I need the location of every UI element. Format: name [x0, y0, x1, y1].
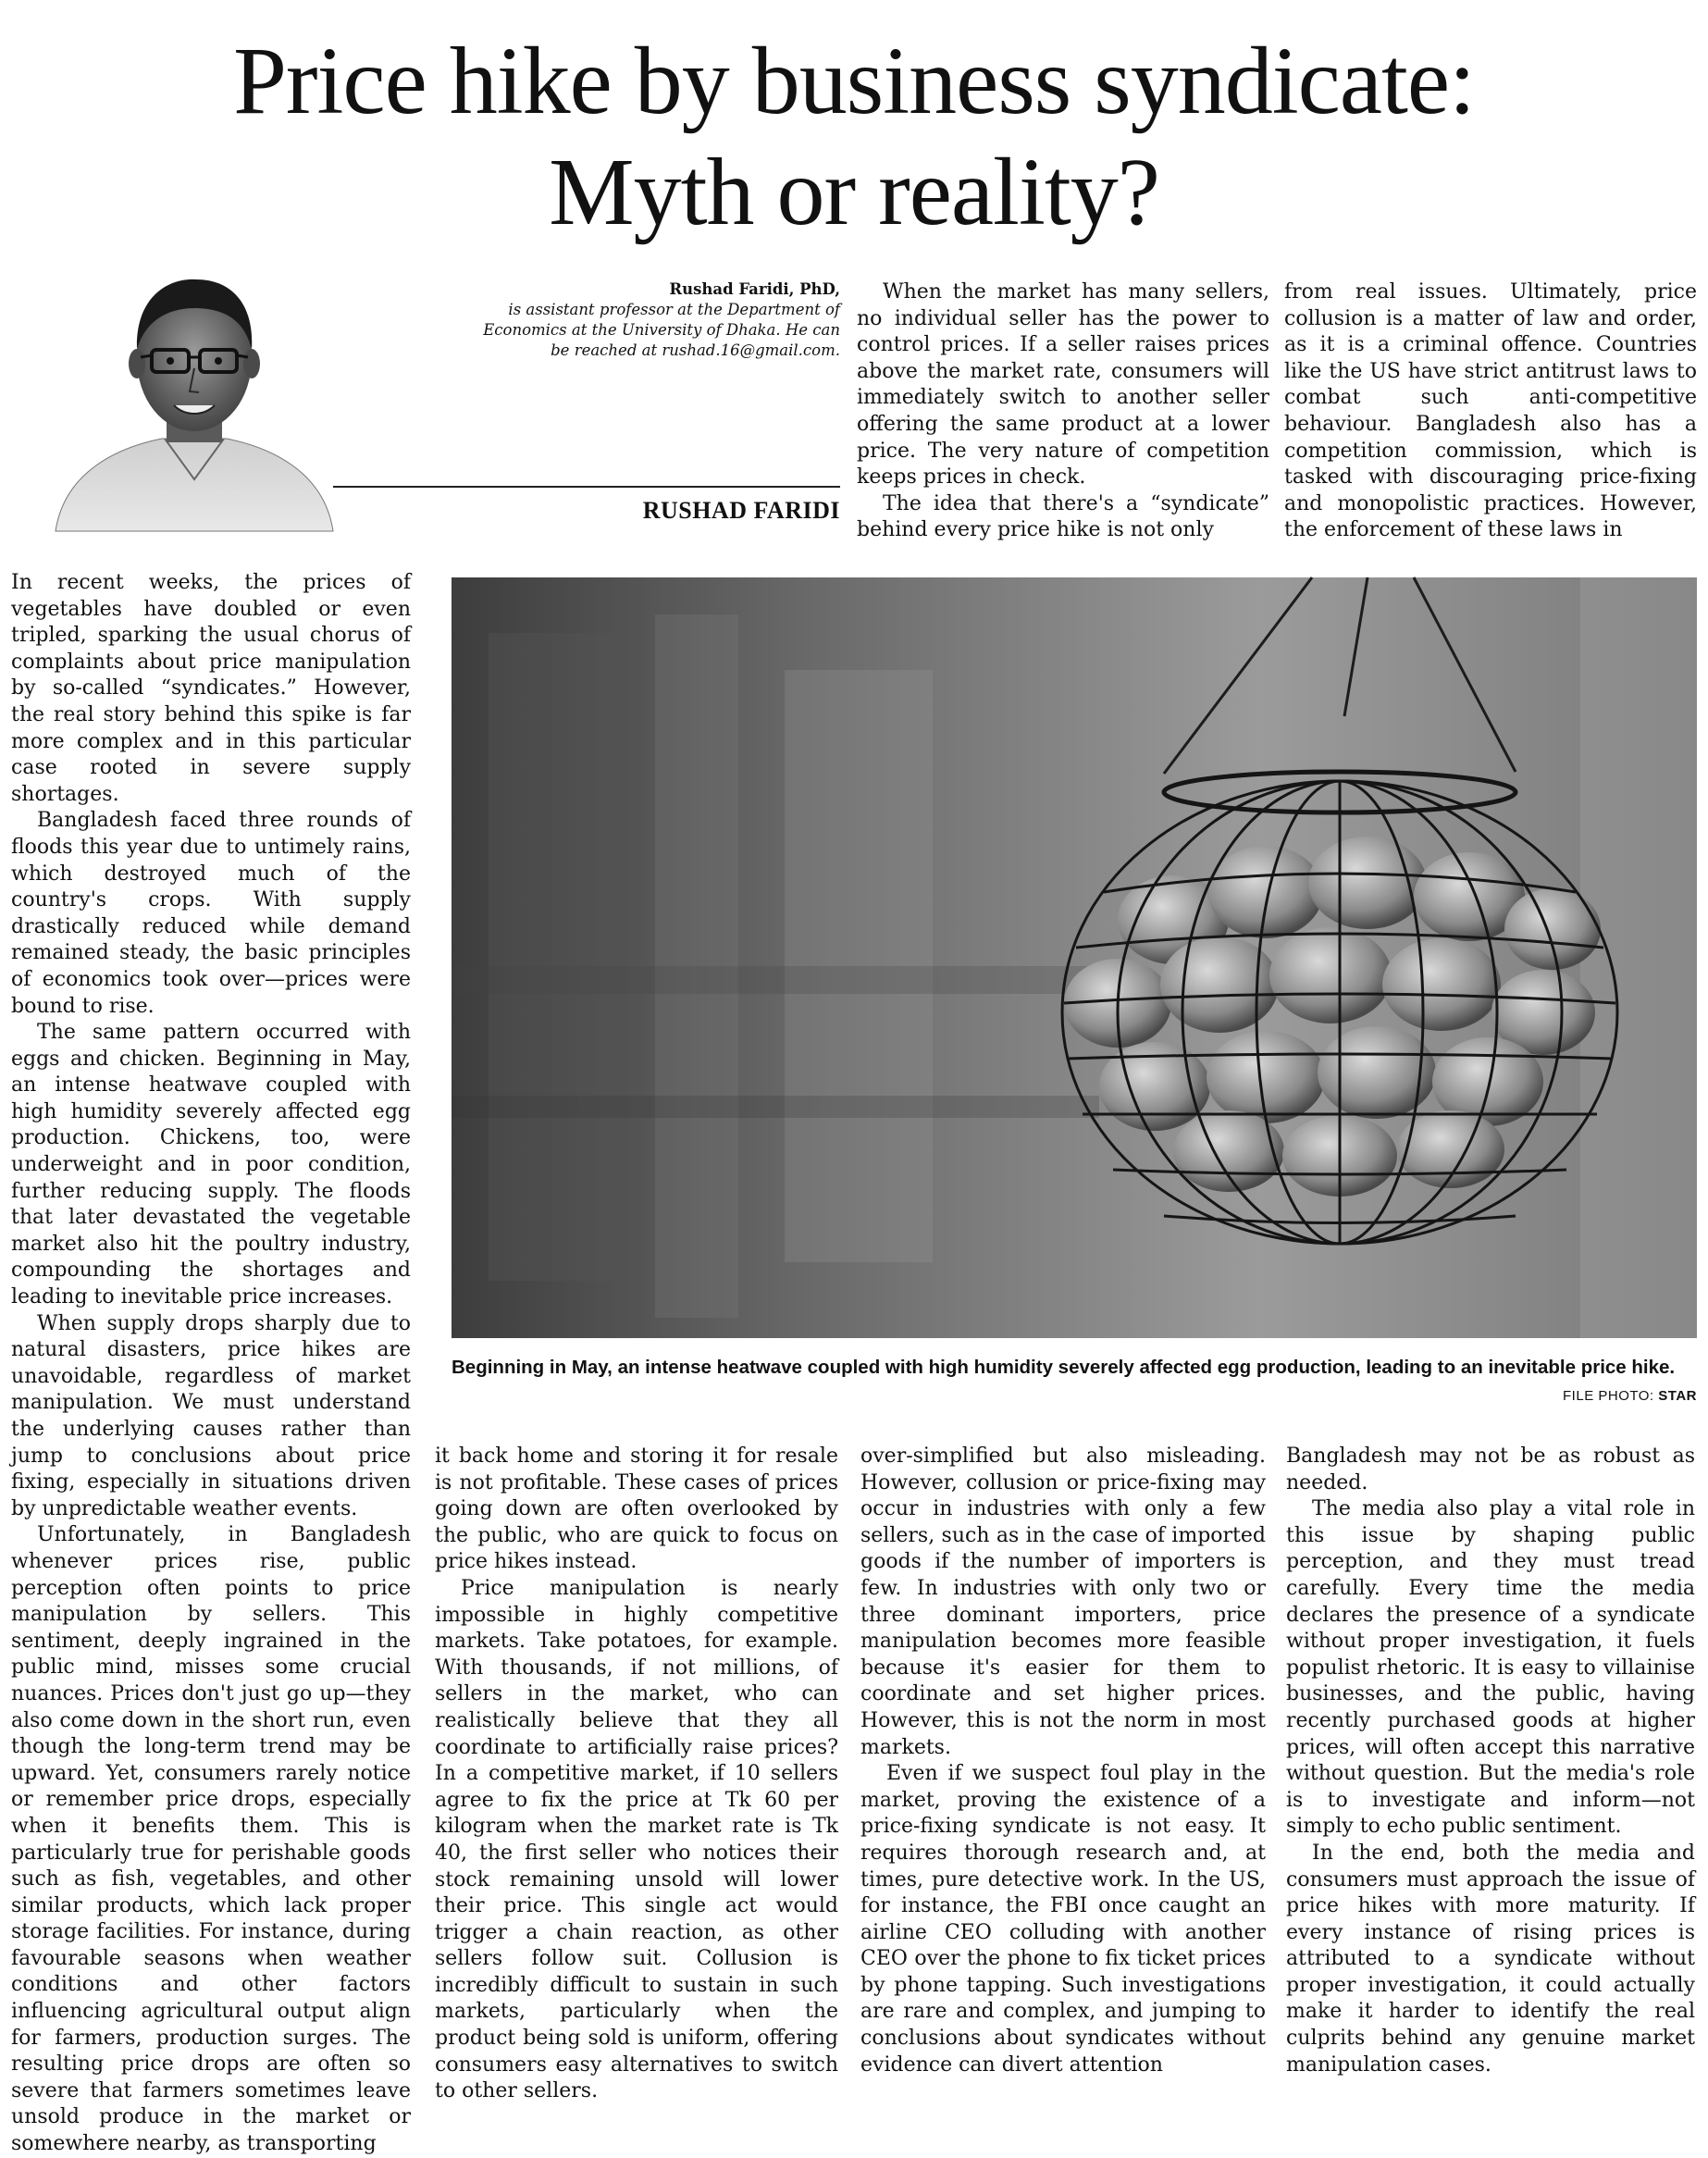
author-portrait: [56, 257, 333, 531]
paragraph: Bangladesh faced three rounds of floods this year due to untimely rains, which destroyed much of the country's crops. With supply drastically reduced while demand remained steady, the basic principles of economics took over—prices were bound to rise.: [11, 809, 411, 1018]
paragraph: over-simplified but also misleading. However, collusion or price-fixing may occur in industries with only a few sellers, such as in the case of imported goods if the number of importers is few. In industries with only two or three dominant importers, price manipulation becomes more feasible because it's easier for them to coordinate and set higher prices. However, this is not the norm in most markets.: [860, 1445, 1266, 1759]
headline: [0, 26, 1708, 248]
paragraph: The idea that there's a “syndicate” behind every price hike is not only: [857, 491, 1269, 542]
column-bottom-1: [435, 1444, 838, 2103]
column-left: [11, 570, 411, 2156]
paragraph: When supply drops sharply due to natural disasters, price hikes are unavoidable, regardless of market manipulation. We must understand the underlying causes rather than jump to conclusions about price fixing, especially in situations driven by unpredictable weather events.: [11, 1311, 411, 1520]
author-portrait-icon: [56, 257, 333, 531]
headline-line-1: Price hike by business syndicate:: [233, 28, 1475, 134]
paragraph: Bangladesh may not be as robust as needed.: [1286, 1445, 1695, 1494]
photo-credit-source: STAR: [1658, 1388, 1697, 1404]
paragraph: it back home and storing it for resale is not profitable. These cases of prices going down are often overlooked by the public, who are quick to focus on price hikes instead.: [435, 1445, 838, 1574]
column-top-b: [1284, 279, 1697, 544]
paragraph: In the end, both the media and consumers must approach the issue of price hikes with more maturity. If every instance of rising prices is attributed to a syndicate without proper investigation, it could actually make it harder to identify the real culprits behind any genuine market manipulation cases.: [1286, 1841, 1695, 2077]
column-top-a: [857, 279, 1269, 544]
paragraph: Even if we suspect foul play in the market, proving the existence of a price-fixing syndicate is not easy. It requires thorough research and, at times, pure detective work. In the US, for instance, the FBI once caught an airline CEO colluding with another CEO over the phone to fix ticket prices by phone tapping. Such investigations are rare and complex, and jumping to conclusions about syndicates without evidence can divert attention: [860, 1762, 1266, 2077]
paragraph: The media also play a vital role in this issue by shaping public perception, and they must tread carefully. Every time the media declares the presence of a syndicate without proper investigation, it fuels populist rhetoric. It is easy to villainise businesses, and the public, having recently purchased goods at higher prices, will often accept this narrative without question. But the media's role is to investigate and inform—not simply to echo public sentiment.: [1286, 1497, 1695, 1839]
paragraph: Unfortunately, in Bangladesh whenever prices rise, public perception often points to price manipulation by sellers. This sentiment, deeply ingrained in the public mind, misses some crucial nuances. Prices don't just go up—they also come down in the short run, even though the long-term trend may be upward. Yet, consumers rarely notice or remember price drops, especially when it benefits them. This is particularly true for perishable goods such as fish, vegetables, and other similar products, which lack proper storage facilities. For instance, during favourable seasons when weather conditions and other factors influencing agricultural output align for farmers, production surges. The resulting price drops are often so severe that farmers sometimes leave unsold produce in the market or somewhere nearby, as transporting: [11, 1523, 411, 2156]
paragraph: When the market has many sellers, no individual seller has the power to control prices. If a seller raises prices above the market rate, consumers will immediately switch to another seller offering the same product at a lower price. The very nature of competition keeps prices in check.: [857, 280, 1269, 490]
column-bottom-3: [1286, 1444, 1695, 2075]
photo-caption: Beginning in May, an intense heatwave coupled with high humidity severely affected egg production, leading to an inevitable price hike.: [452, 1357, 1676, 1378]
column-bottom-2: [860, 1444, 1266, 2075]
egg-basket-photo-icon: [452, 577, 1697, 1338]
author-divider: [333, 486, 840, 488]
paragraph: Price manipulation is nearly impossible in highly competitive markets. Take potatoes, for example. With thousands, if not millions, of sellers in the market, who can realistically believe that they all coordinate to artificially raise prices? In a competitive market, if 10 sellers agree to fix the price at Tk 60 per kilogram when the market rate is Tk 40, the first seller who notices their stock remaining unsold will lower their price. This single act would trigger a chain reaction, as other sellers follow suit. Collusion is incredibly difficult to sustain in such markets, particularly when the product being sold is uniform, offering consumers easy alternatives to switch to other sellers.: [435, 1576, 838, 2103]
photo-credit: [1563, 1388, 1697, 1404]
photo-credit-label: FILE PHOTO:: [1563, 1388, 1654, 1404]
author-name: RUSHAD FARIDI: [642, 497, 840, 524]
author-byline: [481, 279, 840, 361]
headline-line-2: Myth or reality?: [549, 139, 1159, 245]
author-byline-bio: is assistant professor at the Department of Economics at the University of Dhaka. He can be reached at rushad.16@gmail.com.: [483, 301, 840, 359]
paragraph: from real issues. Ultimately, price collusion is a matter of law and order, as it is a criminal offence. Countries like the US have strict antitrust laws to combat such anti-competitive behaviour. Bangladesh also has a competition commission, which is tasked with discouraging price-fixing and monopolistic practices. However, the enforcement of these laws in: [1284, 280, 1697, 542]
paragraph: In recent weeks, the prices of vegetables have doubled or even tripled, sparking the usual chorus of complaints about price manipulation by so-called “syndicates.” However, the real story behind this spike is far more complex and in this particular case rooted in severe supply shortages.: [11, 571, 411, 806]
author-byline-name: Rushad Faridi, PhD,: [669, 280, 840, 298]
news-photo: [452, 577, 1697, 1338]
paragraph: The same pattern occurred with eggs and chicken. Beginning in May, an intense heatwave coupled with high humidity severely affected egg production. Chickens, too, were underweight and in poor condition, further reducing supply. The floods that later devastated the vegetable market also hit the poultry industry, compounding the shortages and leading to inevitable price increases.: [11, 1021, 411, 1309]
